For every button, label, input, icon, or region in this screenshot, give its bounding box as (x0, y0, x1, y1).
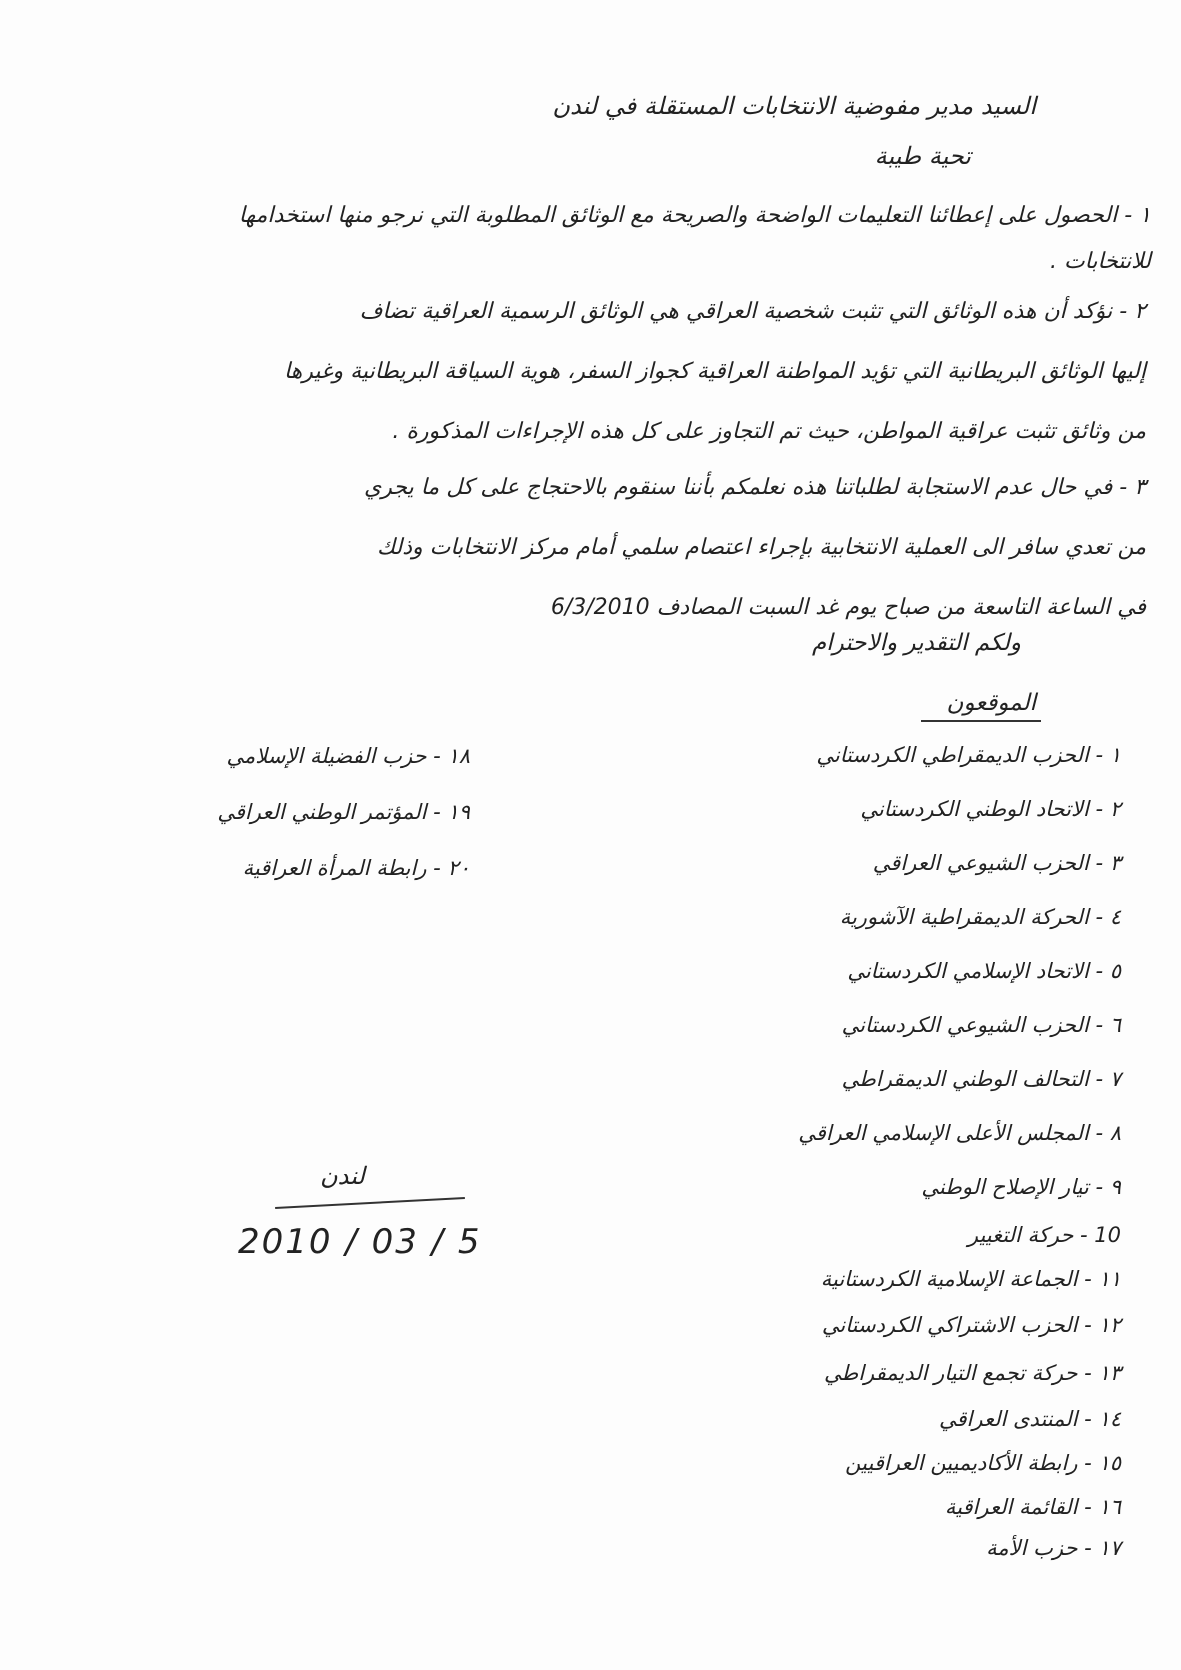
list-item: ١٤ - المنتدى العراقي (938, 1407, 1121, 1431)
paragraph-1-line: للانتخابات . (1049, 249, 1151, 274)
signature-date: 2010 / 03 / 5 (238, 1222, 482, 1262)
paragraph-2 (284, 282, 1146, 462)
paragraph-1 (239, 190, 1151, 282)
list-item: ١١ - الجماعة الإسلامية الكردستانية (820, 1267, 1121, 1291)
signatories-list-right (561, 728, 1121, 1568)
paragraph-2-line: ٢ - نؤكد أن هذه الوثائق التي تثبت شخصية العراقي هي الوثائق الرسمية العراقية تضاف (359, 299, 1146, 324)
list-item: ٢ - الاتحاد الوطني الكردستاني (860, 797, 1121, 821)
list-item: ٧ - التحالف الوطني الديمقراطي (841, 1067, 1121, 1091)
list-item: ١٢ - الحزب الاشتراكي الكردستاني (821, 1313, 1121, 1337)
signature-flourish (275, 1197, 465, 1209)
list-item: ١٩ - المؤتمر الوطني العراقي (217, 800, 470, 824)
list-item: ١٣ - حركة تجمع التيار الديمقراطي (823, 1361, 1121, 1385)
list-item: ٣ - الحزب الشيوعي العراقي (872, 851, 1121, 875)
signatories-list-left (40, 728, 470, 896)
paragraph-3-line: في الساعة التاسعة من صباح يوم غد السبت المصادف 6/3/2010 (550, 595, 1146, 620)
addressee: السيد مدير مفوضية الانتخابات المستقلة في لندن (552, 92, 1036, 120)
list-item: ١٥ - رابطة الأكاديميين العراقيين (845, 1451, 1121, 1475)
list-item: ٢٠ - رابطة المرأة العراقية (242, 856, 470, 880)
list-item: ٥ - الاتحاد الإسلامي الكردستاني (847, 959, 1121, 983)
paragraph-3-line: ٣ - في حال عدم الاستجابة لطلباتنا هذه نعلمكم بأننا سنقوم بالاحتجاج على كل ما يجري (364, 475, 1146, 500)
list-item: ٤ - الحركة الديمقراطية الآشورية (839, 905, 1121, 929)
list-item: ٦ - الحزب الشيوعي الكردستاني (841, 1013, 1121, 1037)
list-item: ١٨ - حزب الفضيلة الإسلامي (226, 744, 470, 768)
list-item: ٩ - تيار الإصلاح الوطني (921, 1175, 1121, 1199)
greeting: تحية طيبة (874, 142, 971, 170)
paragraph-3-line: من تعدي سافر الى العملية الانتخابية بإجراء اعتصام سلمي أمام مركز الانتخابات وذلك (376, 535, 1146, 560)
list-item: ١٦ - القائمة العراقية (944, 1495, 1121, 1519)
list-item: ٨ - المجلس الأعلى الإسلامي العراقي (798, 1121, 1121, 1145)
closing: ولكم التقدير والاحترام (812, 630, 1021, 656)
paragraph-1-line: ١ - الحصول على إعطائنا التعليمات الواضحة والصريحة مع الوثائق المطلوبة التي نرجو منها استخدامها (238, 203, 1151, 228)
signatories-heading: الموقعون (946, 690, 1036, 716)
paragraph-3 (364, 458, 1146, 638)
signatories-heading-underline (921, 720, 1041, 722)
list-item: ١٧ - حزب الأمة (986, 1536, 1121, 1560)
list-item: ١ - الحزب الديمقراطي الكردستاني (816, 743, 1121, 767)
paragraph-2-line: من وثائق تثبت عراقية المواطن، حيث تم التجاوز على كل هذه الإجراءات المذكورة . (392, 419, 1146, 444)
paragraph-2-line: إليها الوثائق البريطانية التي تؤيد المواطنة العراقية كجواز السفر، هوية السياقة البريطانية وغيرها (283, 359, 1146, 384)
signature-place: لندن (320, 1162, 365, 1190)
list-item: 10 - حركة التغيير (967, 1223, 1121, 1247)
